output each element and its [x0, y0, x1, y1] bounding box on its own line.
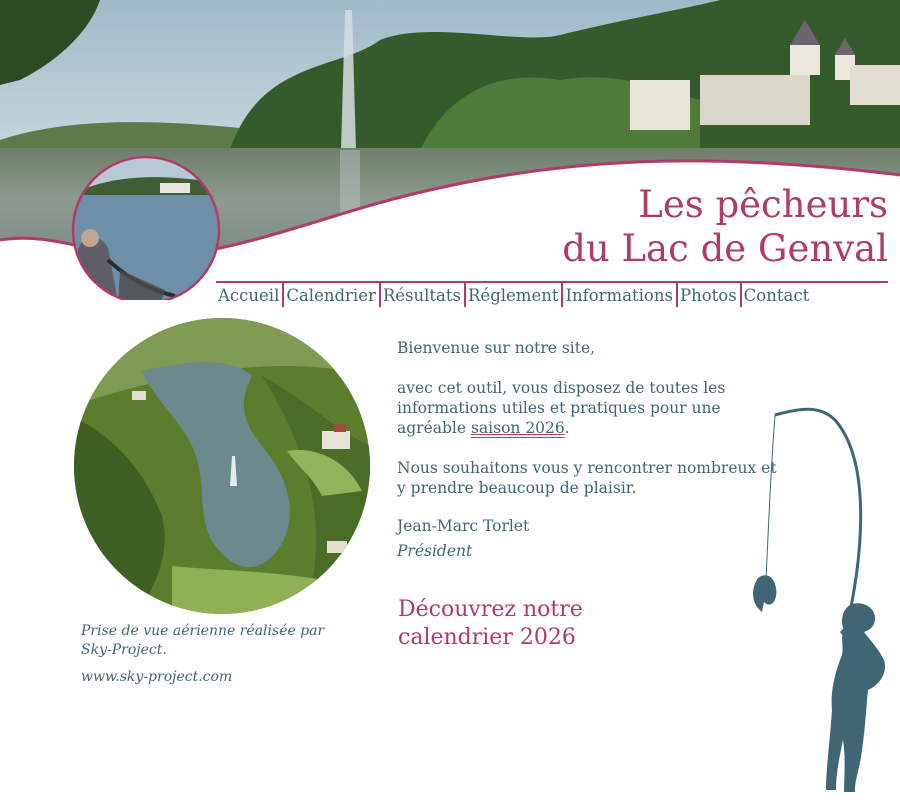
nav-calendrier[interactable]: Calendrier: [282, 283, 379, 307]
welcome-paragraph: [397, 378, 787, 438]
nav-photos[interactable]: Photos: [676, 283, 740, 307]
nav-informations[interactable]: Informations: [561, 283, 676, 307]
nav-reglement[interactable]: Réglement: [464, 283, 561, 307]
welcome-paragraph-text: avec cet outil, vous disposez de toutes les informations utiles et pratiques pour une agréable: [397, 379, 726, 437]
cta-line2: calendrier 2026: [398, 625, 576, 650]
aerial-lake-photo: [72, 316, 372, 616]
nav-contact[interactable]: Contact: [740, 283, 813, 307]
signature-role: Président: [397, 542, 473, 560]
signature-name: Jean-Marc Torlet: [397, 517, 530, 535]
calendar-cta-link[interactable]: [398, 596, 583, 652]
main-navigation: [216, 281, 888, 307]
nav-accueil[interactable]: Accueil: [218, 286, 280, 305]
sky-project-link[interactable]: www.sky-project.com: [81, 669, 233, 685]
cta-line1: Découvrez notre: [398, 597, 583, 622]
welcome-text: [397, 338, 787, 518]
photo-caption-line2: Sky-Project.: [81, 642, 167, 658]
invitation-paragraph: Nous souhaitons vous y rencontrer nombreux et y prendre beaucoup de plaisir.: [397, 459, 777, 497]
photo-caption-line1: Prise de vue aérienne réalisée par: [81, 623, 325, 639]
site-title-line2: du Lac de Genval: [562, 227, 888, 270]
welcome-paragraph-end: .: [564, 419, 570, 437]
site-title-line1: Les pêcheurs: [638, 183, 888, 226]
welcome-greeting: Bienvenue sur notre site,: [397, 339, 596, 357]
nav-resultats[interactable]: Résultats: [379, 283, 464, 307]
angler-silhouette: [740, 400, 900, 800]
season-link[interactable]: saison 2026: [470, 419, 565, 437]
